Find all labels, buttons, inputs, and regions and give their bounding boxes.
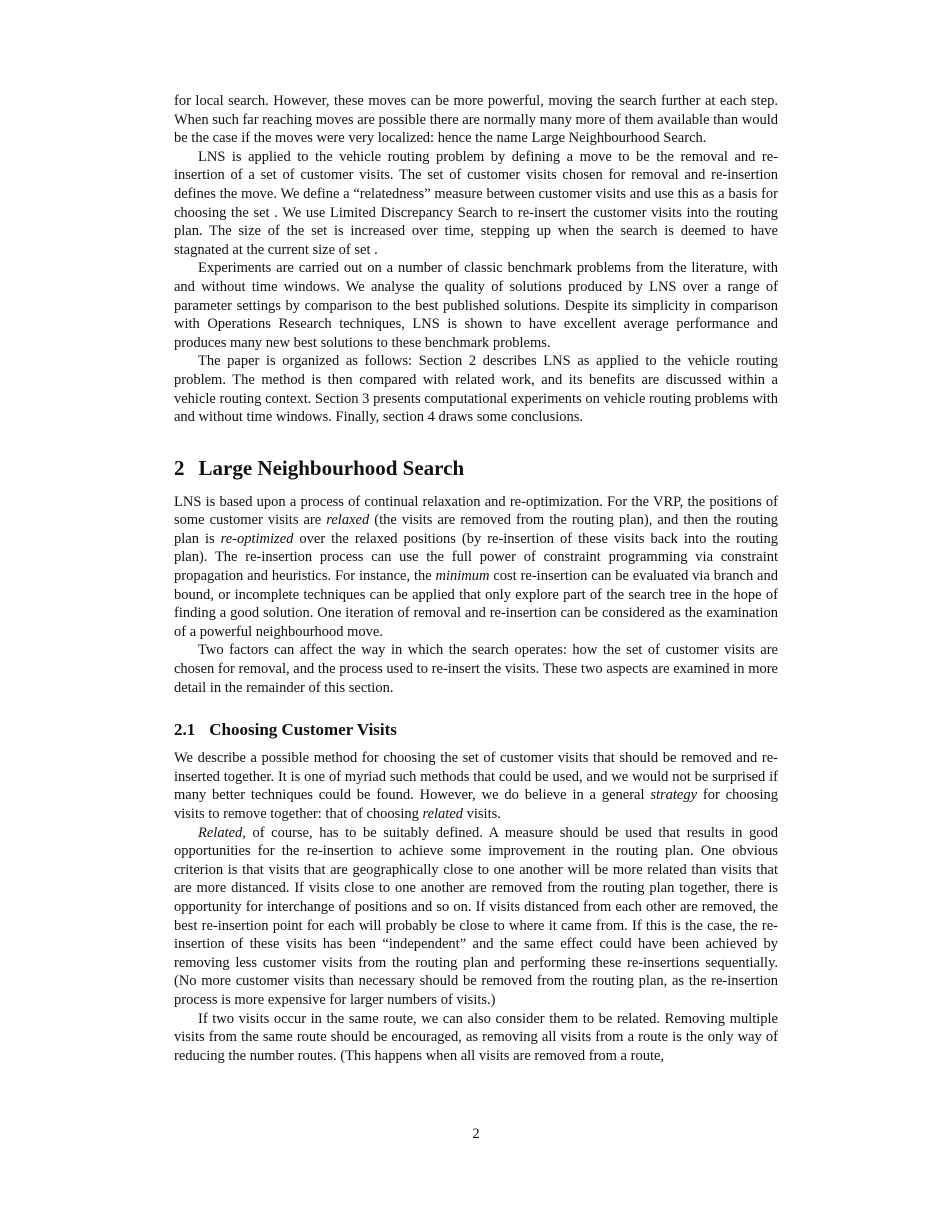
section-2-paragraph-2: Two factors can affect the way in which the search operates: how the set of customer visits are chosen for removal, and the process used to re-insert the visits. These two aspects are examined in more detail in the remainder of this section.: [174, 642, 778, 696]
page-number: 2: [472, 1126, 480, 1142]
section-2-1-title: Choosing Customer Visits: [209, 720, 397, 740]
section-2-1-paragraph-3: If two visits occur in the same route, we can also consider them to be related. Removing multiple visits from the same route should be encouraged, as removing all visits from a route is the only way of reducing the number routes. (This happens when all visits are removed from a route,: [174, 1010, 778, 1064]
intro-paragraph-3: Experiments are carried out on a number of classic benchmark problems from the literature, with and without time windows. We analyse the quality of solutions produced by LNS over a range of parameter settings by comparison to the best published solutions. Despite its simplicity in comparison with Operations Research techniques, LNS is shown to have excellent average performance and produces many new best solutions to these benchmark problems.: [174, 260, 778, 351]
intro-paragraph-2: LNS is applied to the vehicle routing problem by defining a move to be the removal and re-insertion of a set of customer visits. The set of customer visits chosen for removal and re-insertion defines the move. We define a “relatedness” measure between customer visits and use this as a basis for choosing the set . We use Limited Discrepancy Search to re-insert the customer visits into the routing plan. The size of the set is increased over time, stepping up when the search is deemed to have stagnated at the current size of set .: [174, 148, 778, 258]
section-2-1-paragraph-1: We describe a possible method for choosing the set of customer visits that should be removed and re-inserted together. It is one of myriad such methods that could be used, and we would not be surprised if many better techniques could be found. However, we do believe in a general strategy for choosing visits to remove together: that of choosing related visits.: [174, 750, 779, 822]
section-2-paragraph-1: LNS is based upon a process of continual relaxation and re-optimization. For the VRP, the positions of some customer visits are relaxed (the visits are removed from the routing plan), and then the routing plan is re-optimized over the relaxed positions (by re-insertion of these visits back into the routing plan). The re-insertion process can use the full power of constraint programming via constraint propagation and heuristics. For instance, the minimum cost re-insertion can be evaluated via branch and bound, or incomplete techniques can be applied that only explore part of the search tree in the hope of finding a good solution. One iteration of removal and re-insertion can be considered as the examination of a powerful neighbourhood move.: [174, 493, 778, 640]
section-2-1-paragraph-2: Related, of course, has to be suitably defined. A measure should be used that results in good opportunities for the re-insertion to achieve some improvement in the routing plan. One obvious criterion is that visits that are geographically close to one another will be more related than visits that are more distanced. If visits close to one another are removed from the routing plan together, there is opportunity for interchange of positions and so on. If visits distanced from each other are removed, the best re-insertion point for each will probably be close to where it came from. If this is the case, the re-insertion of these visits has been “independent” and the same effect could have been achieved by removing less customer visits from the routing plan and performing these re-insertions sequentially. (No more customer visits than necessary should be removed from the routing plan, as the re-insertion process is more expensive for larger numbers of visits.): [174, 824, 778, 1008]
section-2-title: Large Neighbourhood Search: [198, 455, 465, 480]
section-2-heading: [174, 455, 778, 481]
section-2-1-heading: [174, 719, 778, 741]
section-2-1-number: 2.1: [174, 720, 196, 740]
section-2-number: 2: [174, 455, 185, 480]
intro-paragraph-4: The paper is organized as follows: Section 2 describes LNS as applied to the vehicle routing problem. The method is then compared with related work, and its benefits are discussed within a vehicle routing context. Section 3 presents computational experiments on vehicle routing problems with and without time windows. Finally, section 4 draws some conclusions.: [174, 353, 778, 426]
paper-page: [174, 92, 778, 1065]
intro-paragraph-1: for local search. However, these moves can be more powerful, moving the search further at each step. When such far reaching moves are possible there are normally many more of them available than would be the case if the moves were very localized: hence the name Large Neighbourhood Search.: [174, 93, 778, 147]
